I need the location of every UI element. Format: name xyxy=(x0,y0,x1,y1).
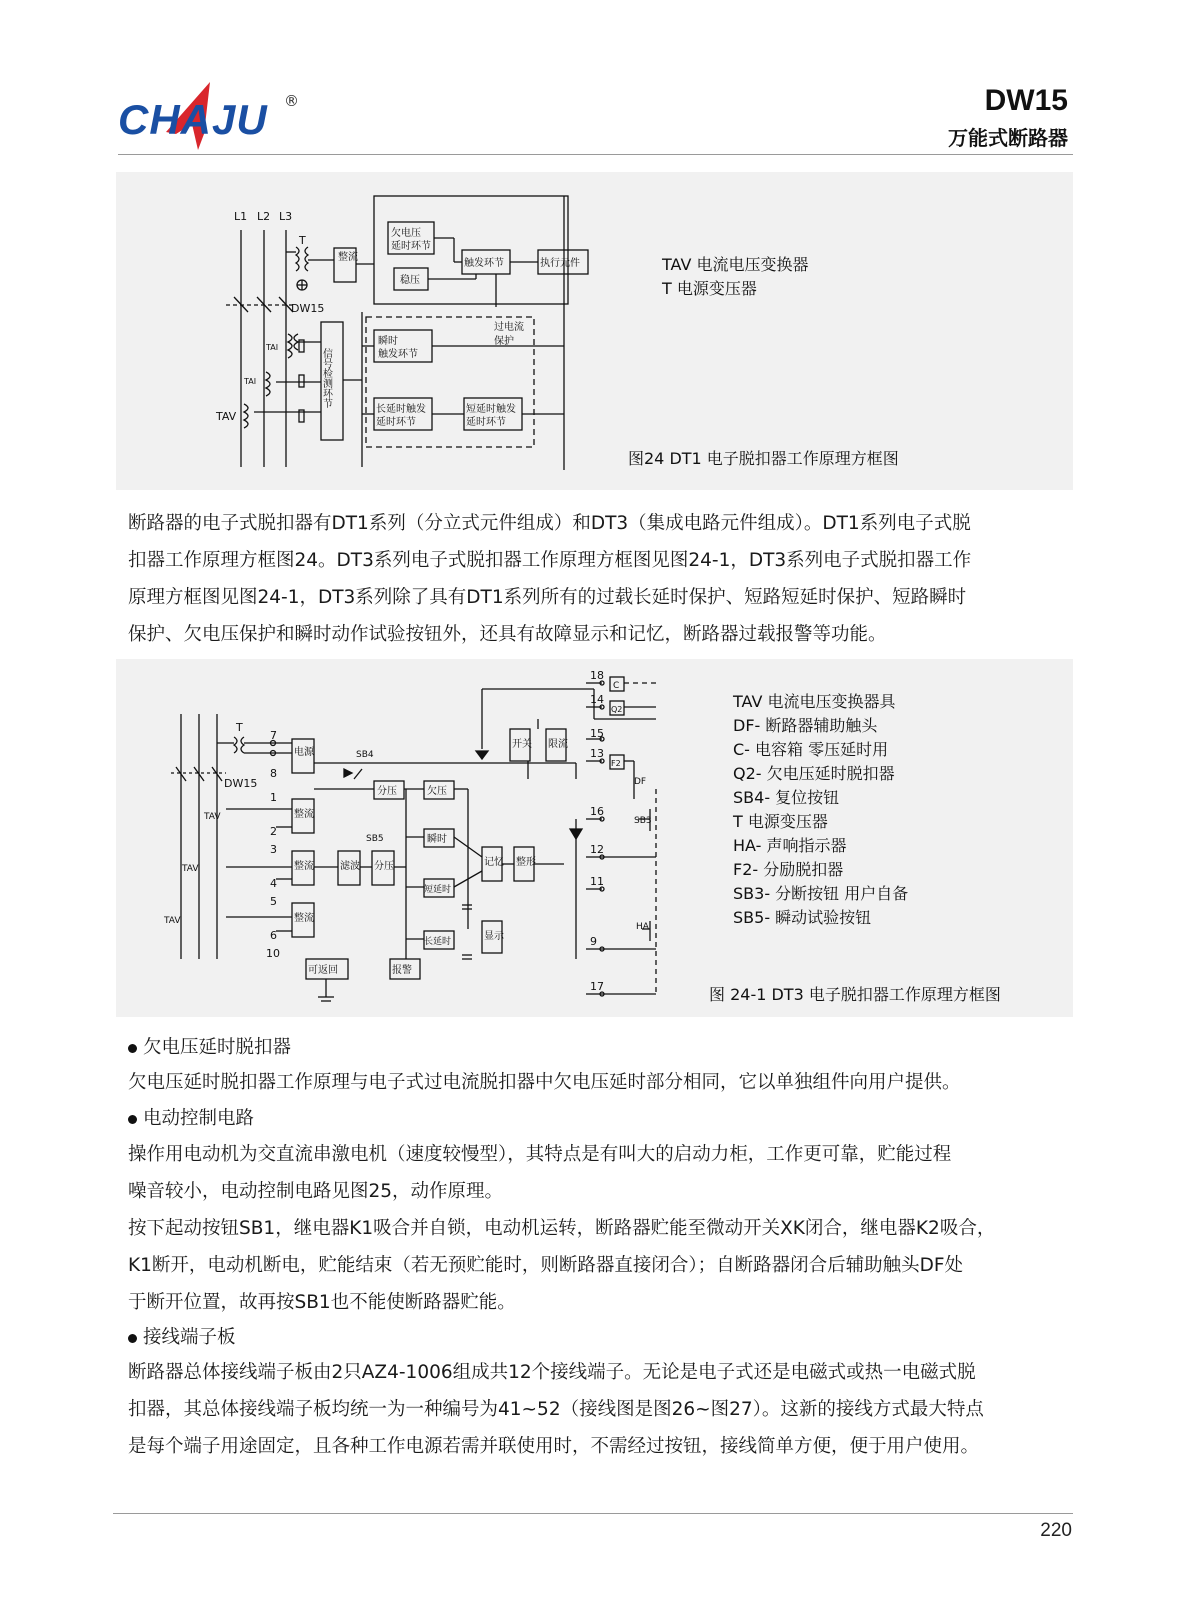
terminal-label: 13 xyxy=(590,747,604,760)
block-voltage-stabilizer: 稳压 xyxy=(400,275,420,286)
block-signal-detection: 信号检测环节 xyxy=(320,348,332,408)
brand-logo xyxy=(118,78,318,156)
block-long-delay-l2: 延时环节 xyxy=(376,417,416,428)
label-DW15: DW15 xyxy=(291,302,325,315)
block-short-delay-l2: 延时环节 xyxy=(466,417,506,428)
label-L3: L3 xyxy=(279,210,293,223)
legend-item: SB3- 分断按钮 用户自备 xyxy=(733,884,909,903)
label-T: T xyxy=(299,234,306,247)
heading-text: 电动控制电路 xyxy=(143,1108,255,1129)
block-divider-2: 分压 xyxy=(374,861,394,872)
figure-24-1-caption: 图 24-1 DT3 电子脱扣器工作原理方框图 xyxy=(709,985,1001,1004)
paragraph-line: 噪音较小，电动控制电路见图25，动作原理。 xyxy=(128,1181,504,1202)
label-overcurrent-l2: 保护 xyxy=(494,336,514,347)
block-instant-l1: 瞬时 xyxy=(378,336,398,347)
footer-divider xyxy=(113,1513,1073,1514)
block-memory: 记忆 xyxy=(484,857,504,868)
block-rectifier: 整流 xyxy=(338,252,358,263)
legend-item: C- 电容箱 零压延时用 xyxy=(733,740,889,759)
terminal-label: 17 xyxy=(590,980,604,993)
section-heading-terminal-board xyxy=(128,1323,236,1349)
terminal-label: 14 xyxy=(590,693,604,706)
legend-item: T 电源变压器 xyxy=(733,812,828,831)
label-TAI-2: TAI xyxy=(244,377,257,386)
paragraph-line: 断路器总体接线端子板由2只AZ4-1006组成共12个接线端子。无论是电子式还是电磁式或热一电磁式脱 xyxy=(128,1362,976,1383)
legend-item: SB4- 复位按钮 xyxy=(733,788,840,807)
figure-24-caption: 图24 DT1 电子脱扣器工作原理方框图 xyxy=(628,449,899,468)
terminal-label: 11 xyxy=(590,875,604,888)
terminal-label: 15 xyxy=(590,727,604,740)
section-text-motor-control xyxy=(128,1136,1073,1321)
paragraph-line: 扣器，其总体接线端子板均统一为一种编号为41~52（接线图是图26~图27）。这新的接线方式最大特点 xyxy=(128,1399,984,1420)
block-rectifier-2: 整流 xyxy=(294,861,314,872)
block-trigger: 触发环节 xyxy=(464,258,504,269)
model-title: DW15 xyxy=(984,84,1068,117)
block-rectifier-3: 整流 xyxy=(294,913,314,924)
terminal-label: 2 xyxy=(270,825,277,838)
label-T: T xyxy=(236,721,243,734)
terminals-right xyxy=(590,669,604,993)
block-current-limit: 限流 xyxy=(548,739,568,750)
heading-text: 接线端子板 xyxy=(143,1327,236,1348)
logo-registered-mark: ® xyxy=(284,92,299,110)
label-F2: F2 xyxy=(611,759,621,768)
block-undervoltage-l2: 延时环节 xyxy=(391,241,431,252)
paragraph-line: 断路器的电子式脱扣器有DT1系列（分立式元件组成）和DT3（集成电路元件组成）。DT1系列电子式脱 xyxy=(128,513,971,534)
paragraph-line: 按下起动按钮SB1，继电器K1吸合并自锁，电动机运转，断路器贮能至微动开关XK闭合，继电器K2吸合， xyxy=(128,1218,996,1239)
terminal-label: 3 xyxy=(270,843,277,856)
terminal-label: 9 xyxy=(590,935,597,948)
body-paragraph-1 xyxy=(128,505,1073,653)
label-DW15: DW15 xyxy=(224,777,258,790)
page-header xyxy=(118,78,1068,156)
section-heading-motor-control xyxy=(128,1104,254,1130)
terminal-label: 5 xyxy=(270,895,277,908)
label-TAV: TAV xyxy=(216,410,237,423)
block-divider: 分压 xyxy=(377,786,397,797)
label-L1: L1 xyxy=(234,210,248,223)
block-shaping: 整形 xyxy=(516,857,536,868)
section-heading-undervoltage xyxy=(128,1033,291,1059)
label-TAV-1: TAV xyxy=(204,812,221,822)
figure-24-1-legend xyxy=(732,692,908,927)
block-short-delay-l1: 短延时触发 xyxy=(466,404,516,415)
terminal-label: 12 xyxy=(590,843,604,856)
block-rectifier-1: 整流 xyxy=(294,809,314,820)
paragraph-line: 原理方框图见图24-1，DT3系列除了具有DT1系列所有的过载长延时保护、短路短延时保护、短路瞬时 xyxy=(128,587,967,608)
logo-wordmark: CHAJU xyxy=(118,96,268,143)
figure-24-legend xyxy=(661,255,809,298)
block-resettable: 可返回 xyxy=(308,965,338,976)
bullet-icon xyxy=(128,1044,137,1053)
block-long-delay: 长延时 xyxy=(424,937,452,947)
label-L2: L2 xyxy=(257,210,271,223)
paragraph-line: 操作用电动机为交直流串激电机（速度较慢型），其特点是有叫大的启动力柜，工作更可靠，贮能过程 xyxy=(128,1144,952,1165)
block-undervoltage: 欠压 xyxy=(427,786,447,797)
terminal-label: 6 xyxy=(270,929,277,942)
label-overcurrent-l1: 过电流 xyxy=(494,322,524,333)
page-number: 220 xyxy=(1040,1520,1072,1541)
legend-item: DF- 断路器辅助触头 xyxy=(733,716,878,735)
figure-24-1-diagram xyxy=(116,659,1073,1017)
terminal-label: 18 xyxy=(590,669,604,682)
legend-item: T 电源变压器 xyxy=(662,279,757,298)
paragraph-line: 于断开位置，故再按SB1也不能使断路器贮能。 xyxy=(128,1292,516,1313)
paragraph-line: K1断开，电动机断电，贮能结束（若无预贮能时，则断路器直接闭合）；自断路器闭合后辅助触头DF处 xyxy=(128,1255,964,1276)
block-display: 显示 xyxy=(484,931,504,942)
label-C: C xyxy=(613,681,620,691)
label-Q2: Q2 xyxy=(611,705,623,714)
block-actuator: 执行元件 xyxy=(540,258,580,269)
label-HA: HA xyxy=(636,922,649,932)
block-switch: 开关 xyxy=(512,739,532,750)
label-TAV-2: TAV xyxy=(182,864,199,874)
paragraph-line: 扣器工作原理方框图24。DT3系列电子式脱扣器工作原理方框图见图24-1，DT3系列电子式脱扣器工作 xyxy=(128,550,972,571)
label-SB3: SB3 xyxy=(634,816,652,826)
figure-24-diagram xyxy=(116,172,1073,490)
block-instant-l2: 触发环节 xyxy=(378,349,418,360)
block-filter: 滤波 xyxy=(340,861,360,872)
terminal-label: 16 xyxy=(590,805,604,818)
header-divider xyxy=(118,154,1073,155)
terminals-left xyxy=(266,729,280,960)
label-TAI-1: TAI xyxy=(266,343,279,352)
section-text-terminal-board xyxy=(128,1354,1073,1465)
terminal-label: 10 xyxy=(266,947,280,960)
legend-item: SB5- 瞬动试验按钮 xyxy=(733,908,872,927)
product-title: 万能式断路器 xyxy=(948,126,1068,150)
block-undervoltage-l1: 欠电压 xyxy=(391,228,421,239)
block-instant: 瞬时 xyxy=(427,834,447,845)
terminal-label: 4 xyxy=(270,877,277,890)
legend-item: TAV 电流电压变换器 xyxy=(662,255,809,274)
legend-item: Q2- 欠电压延时脱扣器 xyxy=(733,764,895,783)
terminal-label: 7 xyxy=(270,729,277,742)
label-SB5: SB5 xyxy=(366,834,384,844)
bullet-icon xyxy=(128,1115,137,1124)
block-long-delay-l1: 长延时触发 xyxy=(376,404,426,415)
block-power: 电源 xyxy=(294,747,314,758)
label-SB4: SB4 xyxy=(356,750,374,760)
block-alarm: 报警 xyxy=(392,965,412,976)
label-DF: DF xyxy=(634,777,647,787)
section-text-undervoltage xyxy=(128,1064,1073,1101)
terminal-label: 1 xyxy=(270,791,277,804)
legend-item: F2- 分励脱扣器 xyxy=(733,860,844,879)
terminal-label: 8 xyxy=(270,767,277,780)
bullet-icon xyxy=(128,1334,137,1343)
paragraph-line: 欠电压延时脱扣器工作原理与电子式过电流脱扣器中欠电压延时部分相同，它以单独组件向用户提供。 xyxy=(128,1072,961,1093)
heading-text: 欠电压延时脱扣器 xyxy=(143,1037,292,1058)
figure-24 xyxy=(116,172,1073,490)
paragraph-line: 是每个端子用途固定，且各种工作电源若需并联使用时，不需经过按钮，接线简单方便，便于用户使用。 xyxy=(128,1436,980,1457)
block-short-delay: 短延时 xyxy=(424,885,452,895)
legend-item: HA- 声响指示器 xyxy=(733,836,847,855)
paragraph-line: 保护、欠电压保护和瞬时动作试验按钮外，还具有故障显示和记忆，断路器过载报警等功能。 xyxy=(128,624,887,645)
legend-item: TAV 电流电压变换器具 xyxy=(733,692,896,711)
label-TAV-3: TAV xyxy=(164,916,181,926)
figure-24-1 xyxy=(116,659,1073,1017)
